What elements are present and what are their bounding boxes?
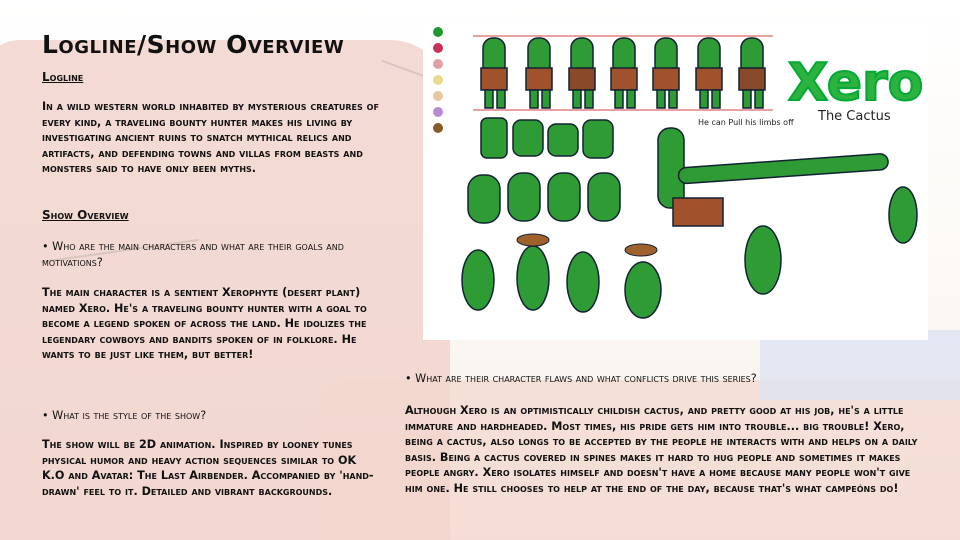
question-flaws: • What are their character flaws and what conflicts drive this series?: [405, 372, 757, 385]
turnaround-figure: [611, 38, 637, 108]
turnaround-row: [481, 38, 765, 108]
palette-swatch: [433, 91, 443, 101]
turnaround-figure: [739, 38, 765, 108]
character-sheet-artwork: [423, 20, 928, 340]
answer-style: The show will be 2D animation. Inspired by looney tunes physical humor and heavy action sequences similar to OK K.O and Avatar: The Last Airbender. Accompanied by 'hand-drawn' feel to it. Detailed and vibrant backgrounds.: [42, 438, 374, 498]
answer-flaws: Although Xero is an optimistically childish cactus, and pretty good at his job, he's a little immature and hardheaded. Most times, his pride gets him into trouble... big trouble! Xero, being a cactus, also longs to be accepted by the people he interacts with and helps on a daily basis. Being a cactus covered in spines makes it hard to hug people and sometimes it makes people angry. Xero isolates himself and doesn't have a home because many people won't give him one. He still chooses to help at the end of the day, because that's what campeóns do!: [405, 404, 918, 495]
show-overview-heading: Show Overview: [42, 208, 129, 222]
question-characters: • Who are the main characters and what are their goals and motivations?: [42, 240, 344, 269]
answer-characters: The main character is a sentient Xerophyte (desert plant) named Xero. He's a traveling bounty hunter with a goal to become a legend spoken of across the land. He idolizes the legendary cowboys and bandits spoken of in folklore. He wants to be just like them, but better!: [42, 286, 367, 362]
expression-faces: [468, 173, 620, 223]
palette-swatch: [433, 75, 443, 85]
palette-swatch: [433, 43, 443, 53]
palette-swatch: [433, 59, 443, 69]
logline-text: In a wild western world inhabited by mysterious creatures of every kind, a traveling bounty hunter makes his living by investigating ancient ruins to snatch mythical relics and artifacts, and defending towns and villas from beasts and monsters said to have only been myths.: [42, 100, 379, 176]
turnaround-figure: [696, 38, 722, 108]
turnaround-figure: [481, 38, 507, 108]
turnaround-figure: [569, 38, 595, 108]
stretch-arm-gag: [658, 128, 889, 226]
question-style: • What is the style of the show?: [42, 409, 207, 422]
color-palette: [433, 27, 443, 133]
palette-swatch: [433, 27, 443, 37]
limbs-note: He can Pull his limbs off: [698, 118, 794, 127]
logo-subtitle: The Cactus: [818, 109, 891, 124]
turnaround-figure: [653, 38, 679, 108]
page-title: Logline/Show Overview: [42, 30, 345, 59]
logline-heading: Logline: [42, 70, 84, 84]
turnaround-figure: [526, 38, 552, 108]
palette-swatch: [433, 123, 443, 133]
palette-swatch: [433, 107, 443, 117]
xero-logo: Xero: [788, 53, 924, 113]
hand-sketches: [481, 118, 613, 158]
